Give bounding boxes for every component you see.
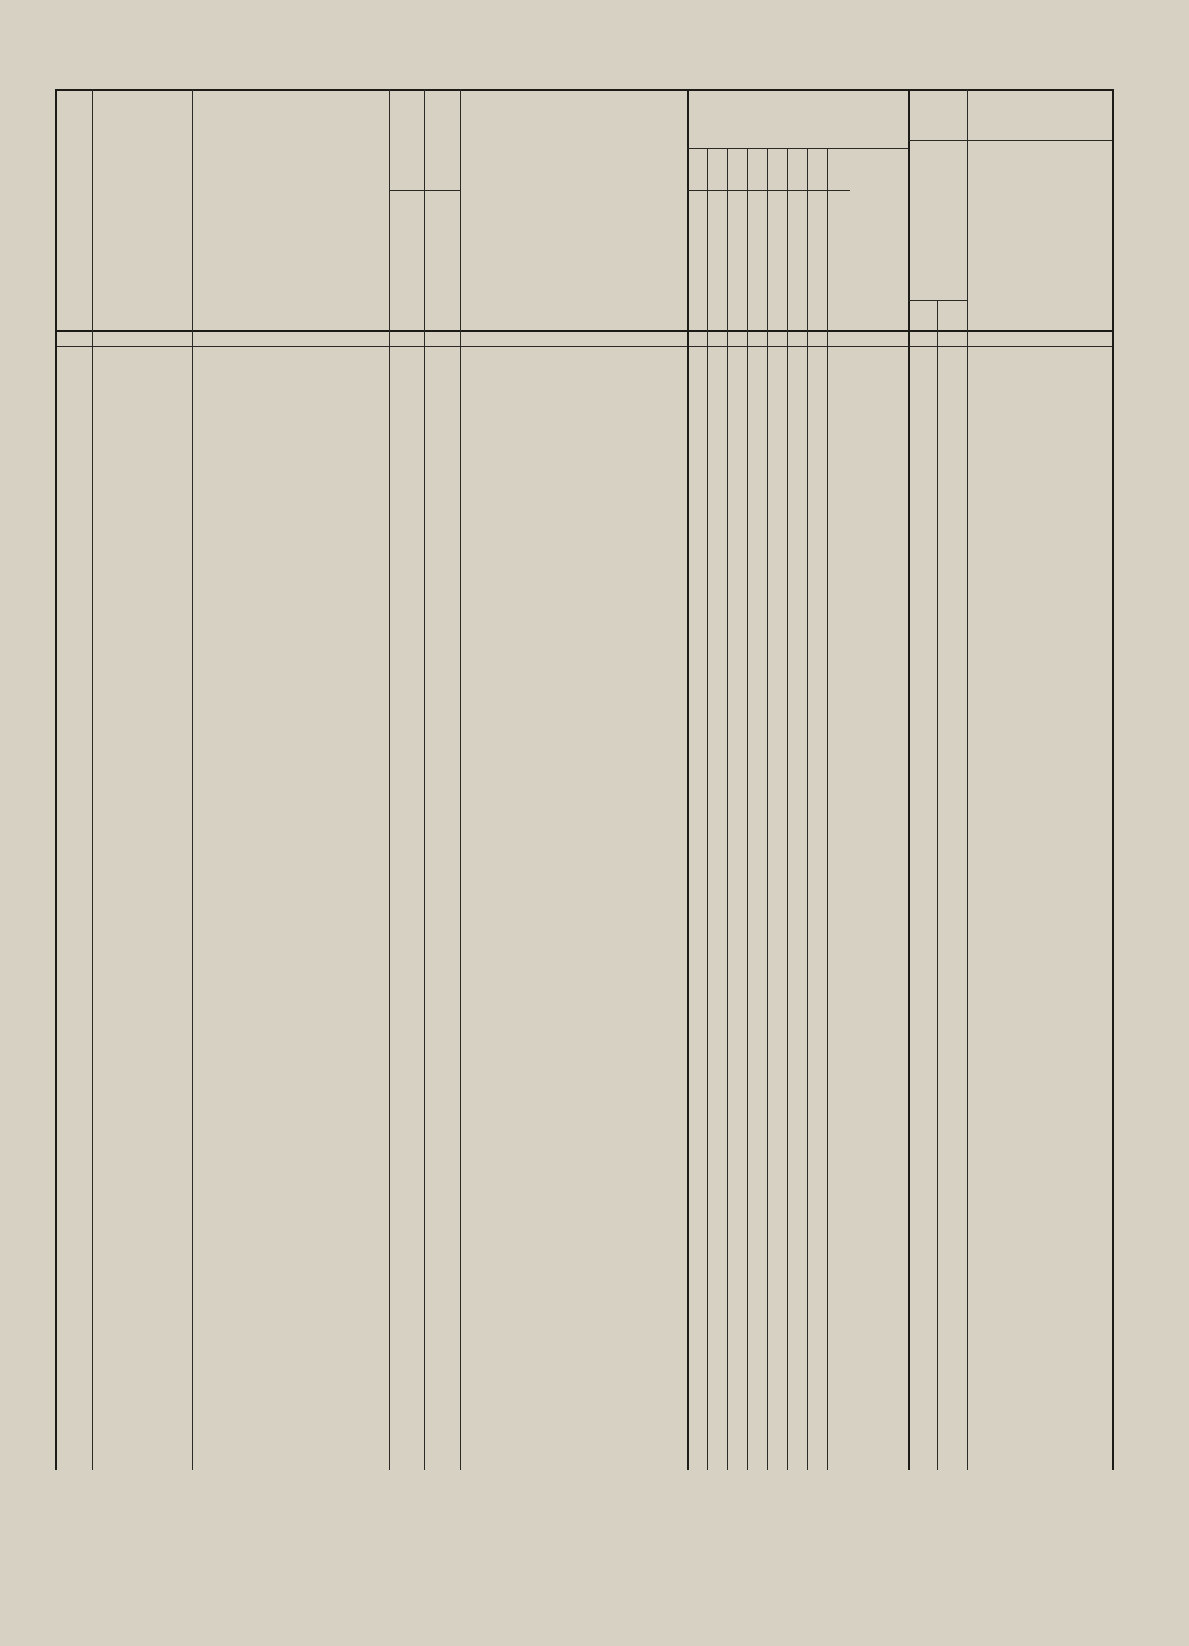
rule-vertical (424, 89, 425, 1470)
rule-vertical (767, 148, 768, 1470)
rule-vertical (967, 89, 968, 1470)
rule-horizontal (55, 346, 1112, 347)
rule-vertical (807, 148, 808, 1470)
rule-vertical (747, 148, 748, 1470)
rule-horizontal (908, 140, 1112, 141)
rule-horizontal (908, 300, 967, 301)
rule-vertical (389, 89, 390, 1470)
rule-horizontal (687, 148, 908, 149)
rule-horizontal (55, 330, 1112, 332)
rule-vertical (727, 148, 728, 1470)
rule-vertical (908, 89, 910, 1470)
rule-horizontal (687, 190, 850, 191)
rule-vertical (937, 300, 938, 1470)
rule-vertical (1112, 89, 1114, 1470)
rule-vertical (747, 148, 748, 190)
rule-vertical (827, 148, 828, 1470)
rule-vertical (787, 148, 788, 1470)
rule-vertical (92, 89, 93, 1470)
rule-vertical (807, 148, 808, 190)
rule-vertical (707, 148, 708, 1470)
rule-horizontal (55, 89, 1112, 91)
rule-vertical (460, 89, 461, 1470)
rule-vertical (55, 89, 57, 1470)
rule-vertical (192, 89, 193, 1470)
rule-horizontal (389, 190, 460, 191)
rule-vertical (687, 89, 689, 1470)
